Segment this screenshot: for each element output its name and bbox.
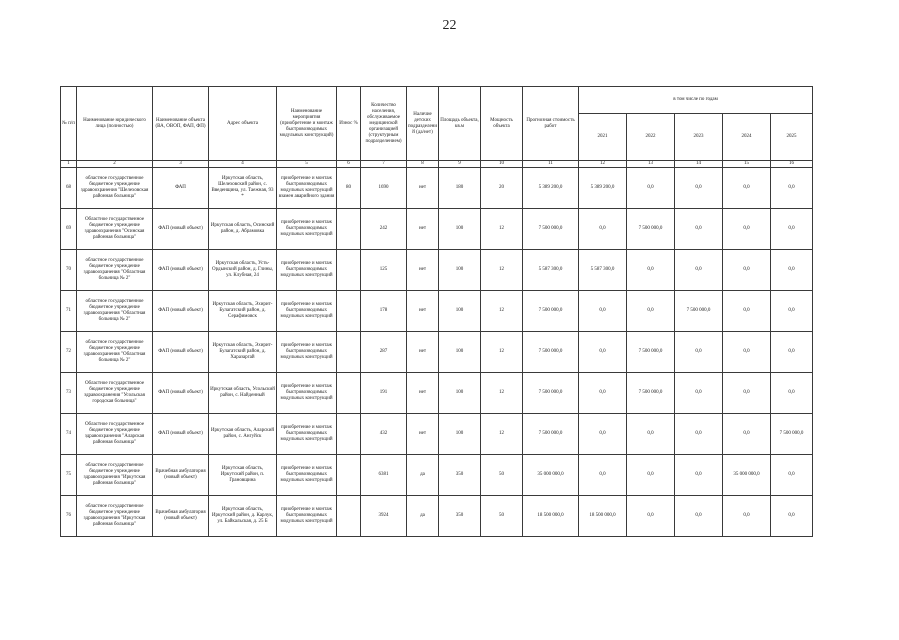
- year-2022-value: 7 500 000,0: [627, 373, 675, 414]
- column-number: 8: [407, 161, 439, 168]
- capacity: 12: [481, 373, 523, 414]
- wear-percent: [337, 209, 361, 250]
- children-units: нет: [407, 209, 439, 250]
- row-number: 75: [61, 455, 77, 496]
- object-name: ФАП (новый объект): [153, 291, 209, 332]
- row-number: 71: [61, 291, 77, 332]
- organization-name: Областное государственное бюджетное учреждение здравоохранения "Осинская районная больница": [77, 209, 153, 250]
- header-cell: Наименование мероприятия (приобретение и монтаж быстровозводимых модульных конструкций): [277, 87, 337, 161]
- year-2024-value: 0,0: [723, 373, 771, 414]
- object-name: ФАП (новый объект): [153, 414, 209, 455]
- object-address: Иркутская область, Аларский район, с. Ангуйск: [209, 414, 277, 455]
- page-number: 22: [442, 18, 457, 33]
- organization-name: Областное государственное бюджетное учреждение здравоохранения "Усольская городская больница": [77, 373, 153, 414]
- organization-name: областное государственное бюджетное учреждение здравоохранения "Иркутская районная больница": [77, 455, 153, 496]
- organization-name: областное государственное бюджетное учреждение здравоохранения "Иркутская районная больница": [77, 496, 153, 537]
- year-2022-value: 0,0: [627, 168, 675, 209]
- year-2022-value: 0,0: [627, 250, 675, 291]
- capacity: 12: [481, 414, 523, 455]
- object-address: Иркутская область, Усть-Ордынский район, д. Глины, ул. Клубная, 24: [209, 250, 277, 291]
- year-2021-value: 18 500 000,0: [579, 496, 627, 537]
- wear-percent: [337, 373, 361, 414]
- forecast-cost: 7 500 000,0: [523, 291, 579, 332]
- row-number: 69: [61, 209, 77, 250]
- area-sqm: 350: [439, 455, 481, 496]
- row-number: 68: [61, 168, 77, 209]
- header-cell: Мощность объекта: [481, 87, 523, 161]
- object-address: Иркутская область, Иркутский район, д. Карлук, ул. Байкальская, д. 25 Б: [209, 496, 277, 537]
- object-address: Иркутская область, Осинский район, д. Абрамовка: [209, 209, 277, 250]
- year-2024-value: 0,0: [723, 414, 771, 455]
- year-header: 2021: [579, 114, 627, 161]
- column-number: 5: [277, 161, 337, 168]
- measure-description: приобретение и монтаж быстровозводимых модульных конструкций: [277, 332, 337, 373]
- column-number: 15: [723, 161, 771, 168]
- year-2022-value: 0,0: [627, 455, 675, 496]
- object-address: Иркутская область, Усольский район, с. Найденный: [209, 373, 277, 414]
- year-2024-value: 0,0: [723, 209, 771, 250]
- year-2023-value: 0,0: [675, 455, 723, 496]
- column-number: 6: [337, 161, 361, 168]
- wear-percent: [337, 332, 361, 373]
- year-2021-value: 0,0: [579, 332, 627, 373]
- table-row: [61, 455, 813, 496]
- forecast-cost: 18 500 000,0: [523, 496, 579, 537]
- children-units: нет: [407, 332, 439, 373]
- measure-description: приобретение и монтаж быстровозводимых модульных конструкций: [277, 209, 337, 250]
- year-2022-value: 0,0: [627, 496, 675, 537]
- year-2022-value: 0,0: [627, 291, 675, 332]
- children-units: нет: [407, 373, 439, 414]
- wear-percent: [337, 414, 361, 455]
- year-2021-value: 0,0: [579, 291, 627, 332]
- year-header: 2024: [723, 114, 771, 161]
- year-2023-value: 0,0: [675, 332, 723, 373]
- organization-name: Областное государственное бюджетное учреждение здравоохранения "Аларская районная больница": [77, 414, 153, 455]
- organization-name: областное государственное бюджетное учреждение здравоохранения "Областная больница № 2": [77, 250, 153, 291]
- table-row: [61, 250, 813, 291]
- object-address: Иркутская область, Эхирит-Булагатский район, д. Харазаргай: [209, 332, 277, 373]
- object-name: ФАП (новый объект): [153, 250, 209, 291]
- table-row: [61, 373, 813, 414]
- area-sqm: 100: [439, 250, 481, 291]
- capacity: 12: [481, 332, 523, 373]
- year-2025-value: 0,0: [771, 496, 813, 537]
- column-number: 12: [579, 161, 627, 168]
- forecast-cost: 5 587 300,0: [523, 250, 579, 291]
- column-number: 9: [439, 161, 481, 168]
- year-2025-value: 0,0: [771, 332, 813, 373]
- object-name: Врачебная амбулатория (новый объект): [153, 455, 209, 496]
- column-number: 4: [209, 161, 277, 168]
- measure-description: приобретение и монтаж быстровозводимых модульных конструкций: [277, 373, 337, 414]
- object-name: ФАП (новый объект): [153, 209, 209, 250]
- area-sqm: 180: [439, 168, 481, 209]
- year-2025-value: 0,0: [771, 168, 813, 209]
- object-name: ФАП (новый объект): [153, 373, 209, 414]
- header-cell: Наличие детских подразделений (да/нет): [407, 87, 439, 161]
- measure-description: приобретение и монтаж быстровозводимых модульных конструкций: [277, 414, 337, 455]
- area-sqm: 100: [439, 209, 481, 250]
- column-number: 11: [523, 161, 579, 168]
- organization-name: областное государственное бюджетное учреждение здравоохранения "Шелеховская районная больница": [77, 168, 153, 209]
- wear-percent: [337, 455, 361, 496]
- header-cell: Количество населения, обслуживаемое медицинской организацией (структурным подразделением): [361, 87, 407, 161]
- year-2021-value: 0,0: [579, 373, 627, 414]
- header-cell-years-group: в том числе по годам: [579, 87, 813, 114]
- table-row: [61, 168, 813, 209]
- population-count: 191: [361, 373, 407, 414]
- column-number-row: [61, 161, 813, 168]
- data-table: [60, 86, 813, 537]
- year-2025-value: 0,0: [771, 209, 813, 250]
- children-units: нет: [407, 250, 439, 291]
- year-2025-value: 0,0: [771, 291, 813, 332]
- area-sqm: 100: [439, 373, 481, 414]
- table-row: [61, 496, 813, 537]
- year-2024-value: 0,0: [723, 168, 771, 209]
- year-2025-value: 7 500 000,0: [771, 414, 813, 455]
- capacity: 20: [481, 168, 523, 209]
- area-sqm: 100: [439, 414, 481, 455]
- object-address: Иркутская область, Шелеховский район, с. Введенщина, ул. Таежная, 93 *: [209, 168, 277, 209]
- year-2024-value: 0,0: [723, 332, 771, 373]
- row-number: 73: [61, 373, 77, 414]
- object-name: ФАП: [153, 168, 209, 209]
- header-cell: Площадь объекта, кв.м: [439, 87, 481, 161]
- column-number: 16: [771, 161, 813, 168]
- measure-description: приобретение и монтаж быстровозводимых модульных конструкций: [277, 250, 337, 291]
- population-count: 178: [361, 291, 407, 332]
- year-2023-value: 0,0: [675, 496, 723, 537]
- forecast-cost: 35 000 000,0: [523, 455, 579, 496]
- year-header: 2023: [675, 114, 723, 161]
- header-cell: Наименование объекта (ВА, ОВОП, ФАП, ФП): [153, 87, 209, 161]
- measure-description: приобретение и монтаж быстровозводимых модульных конструкций: [277, 496, 337, 537]
- column-number: 3: [153, 161, 209, 168]
- forecast-cost: 5 389 200,0: [523, 168, 579, 209]
- population-count: 6381: [361, 455, 407, 496]
- area-sqm: 350: [439, 496, 481, 537]
- year-2023-value: 0,0: [675, 209, 723, 250]
- year-2023-value: 0,0: [675, 250, 723, 291]
- children-units: нет: [407, 168, 439, 209]
- table-row: [61, 209, 813, 250]
- measure-description: приобретение и монтаж быстровозводимых модульных конструкций: [277, 291, 337, 332]
- year-2021-value: 0,0: [579, 414, 627, 455]
- wear-percent: [337, 291, 361, 332]
- object-address: Иркутская область, Эхирит-Булагатский район, д. Серафимовск: [209, 291, 277, 332]
- column-number: 2: [77, 161, 153, 168]
- children-units: нет: [407, 414, 439, 455]
- year-2024-value: 0,0: [723, 291, 771, 332]
- year-2022-value: 7 500 000,0: [627, 209, 675, 250]
- year-2025-value: 0,0: [771, 373, 813, 414]
- column-number: 1: [61, 161, 77, 168]
- children-units: да: [407, 455, 439, 496]
- row-number: 72: [61, 332, 77, 373]
- header-cell: Прогнозная стоимость работ: [523, 87, 579, 161]
- row-number: 70: [61, 250, 77, 291]
- children-units: да: [407, 496, 439, 537]
- year-2024-value: 35 000 000,0: [723, 455, 771, 496]
- column-number: 7: [361, 161, 407, 168]
- capacity: 12: [481, 291, 523, 332]
- object-name: ФАП (новый объект): [153, 332, 209, 373]
- measure-description: приобретение и монтаж быстровозводимых модульных конструкций: [277, 455, 337, 496]
- wear-percent: [337, 250, 361, 291]
- population-count: 242: [361, 209, 407, 250]
- object-address: Иркутская область, Иркутский район, п. Грановщина: [209, 455, 277, 496]
- table-row: [61, 332, 813, 373]
- header-row: [61, 87, 813, 114]
- population-count: 3924: [361, 496, 407, 537]
- population-count: 287: [361, 332, 407, 373]
- year-2025-value: 0,0: [771, 455, 813, 496]
- year-2022-value: 0,0: [627, 414, 675, 455]
- organization-name: областное государственное бюджетное учреждение здравоохранения "Областная больница № 2": [77, 291, 153, 332]
- header-cell: Износ %: [337, 87, 361, 161]
- year-2024-value: 0,0: [723, 250, 771, 291]
- table-row: [61, 291, 813, 332]
- area-sqm: 100: [439, 291, 481, 332]
- table-row: [61, 414, 813, 455]
- year-2023-value: 0,0: [675, 373, 723, 414]
- column-number: 13: [627, 161, 675, 168]
- year-2021-value: 0,0: [579, 209, 627, 250]
- header-cell: Наименование юридического лица (полностью): [77, 87, 153, 161]
- capacity: 12: [481, 209, 523, 250]
- year-header: 2022: [627, 114, 675, 161]
- column-number: 14: [675, 161, 723, 168]
- header-cell: № п/п: [61, 87, 77, 161]
- capacity: 50: [481, 455, 523, 496]
- capacity: 12: [481, 250, 523, 291]
- object-name: Врачебная амбулатория (новый объект): [153, 496, 209, 537]
- area-sqm: 100: [439, 332, 481, 373]
- population-count: 1690: [361, 168, 407, 209]
- capacity: 50: [481, 496, 523, 537]
- row-number: 74: [61, 414, 77, 455]
- year-2021-value: 5 587 300,0: [579, 250, 627, 291]
- year-2025-value: 0,0: [771, 250, 813, 291]
- children-units: нет: [407, 291, 439, 332]
- organization-name: областное государственное бюджетное учреждение здравоохранения "Областная больница № 2": [77, 332, 153, 373]
- year-2023-value: 7 500 000,0: [675, 291, 723, 332]
- row-number: 76: [61, 496, 77, 537]
- year-2022-value: 7 500 000,0: [627, 332, 675, 373]
- wear-percent: 80: [337, 168, 361, 209]
- year-2023-value: 0,0: [675, 414, 723, 455]
- population-count: 125: [361, 250, 407, 291]
- wear-percent: [337, 496, 361, 537]
- year-2023-value: 0,0: [675, 168, 723, 209]
- forecast-cost: 7 500 000,0: [523, 209, 579, 250]
- year-header: 2025: [771, 114, 813, 161]
- forecast-cost: 7 500 000,0: [523, 414, 579, 455]
- year-2021-value: 0,0: [579, 455, 627, 496]
- forecast-cost: 7 500 000,0: [523, 332, 579, 373]
- population-count: 432: [361, 414, 407, 455]
- forecast-cost: 7 500 000,0: [523, 373, 579, 414]
- measure-description: приобретение и монтаж быстровозводимых модульных конструкций взамен аварийного здания: [277, 168, 337, 209]
- year-2024-value: 0,0: [723, 496, 771, 537]
- header-cell: Адрес объекта: [209, 87, 277, 161]
- year-2021-value: 5 389 200,0: [579, 168, 627, 209]
- column-number: 10: [481, 161, 523, 168]
